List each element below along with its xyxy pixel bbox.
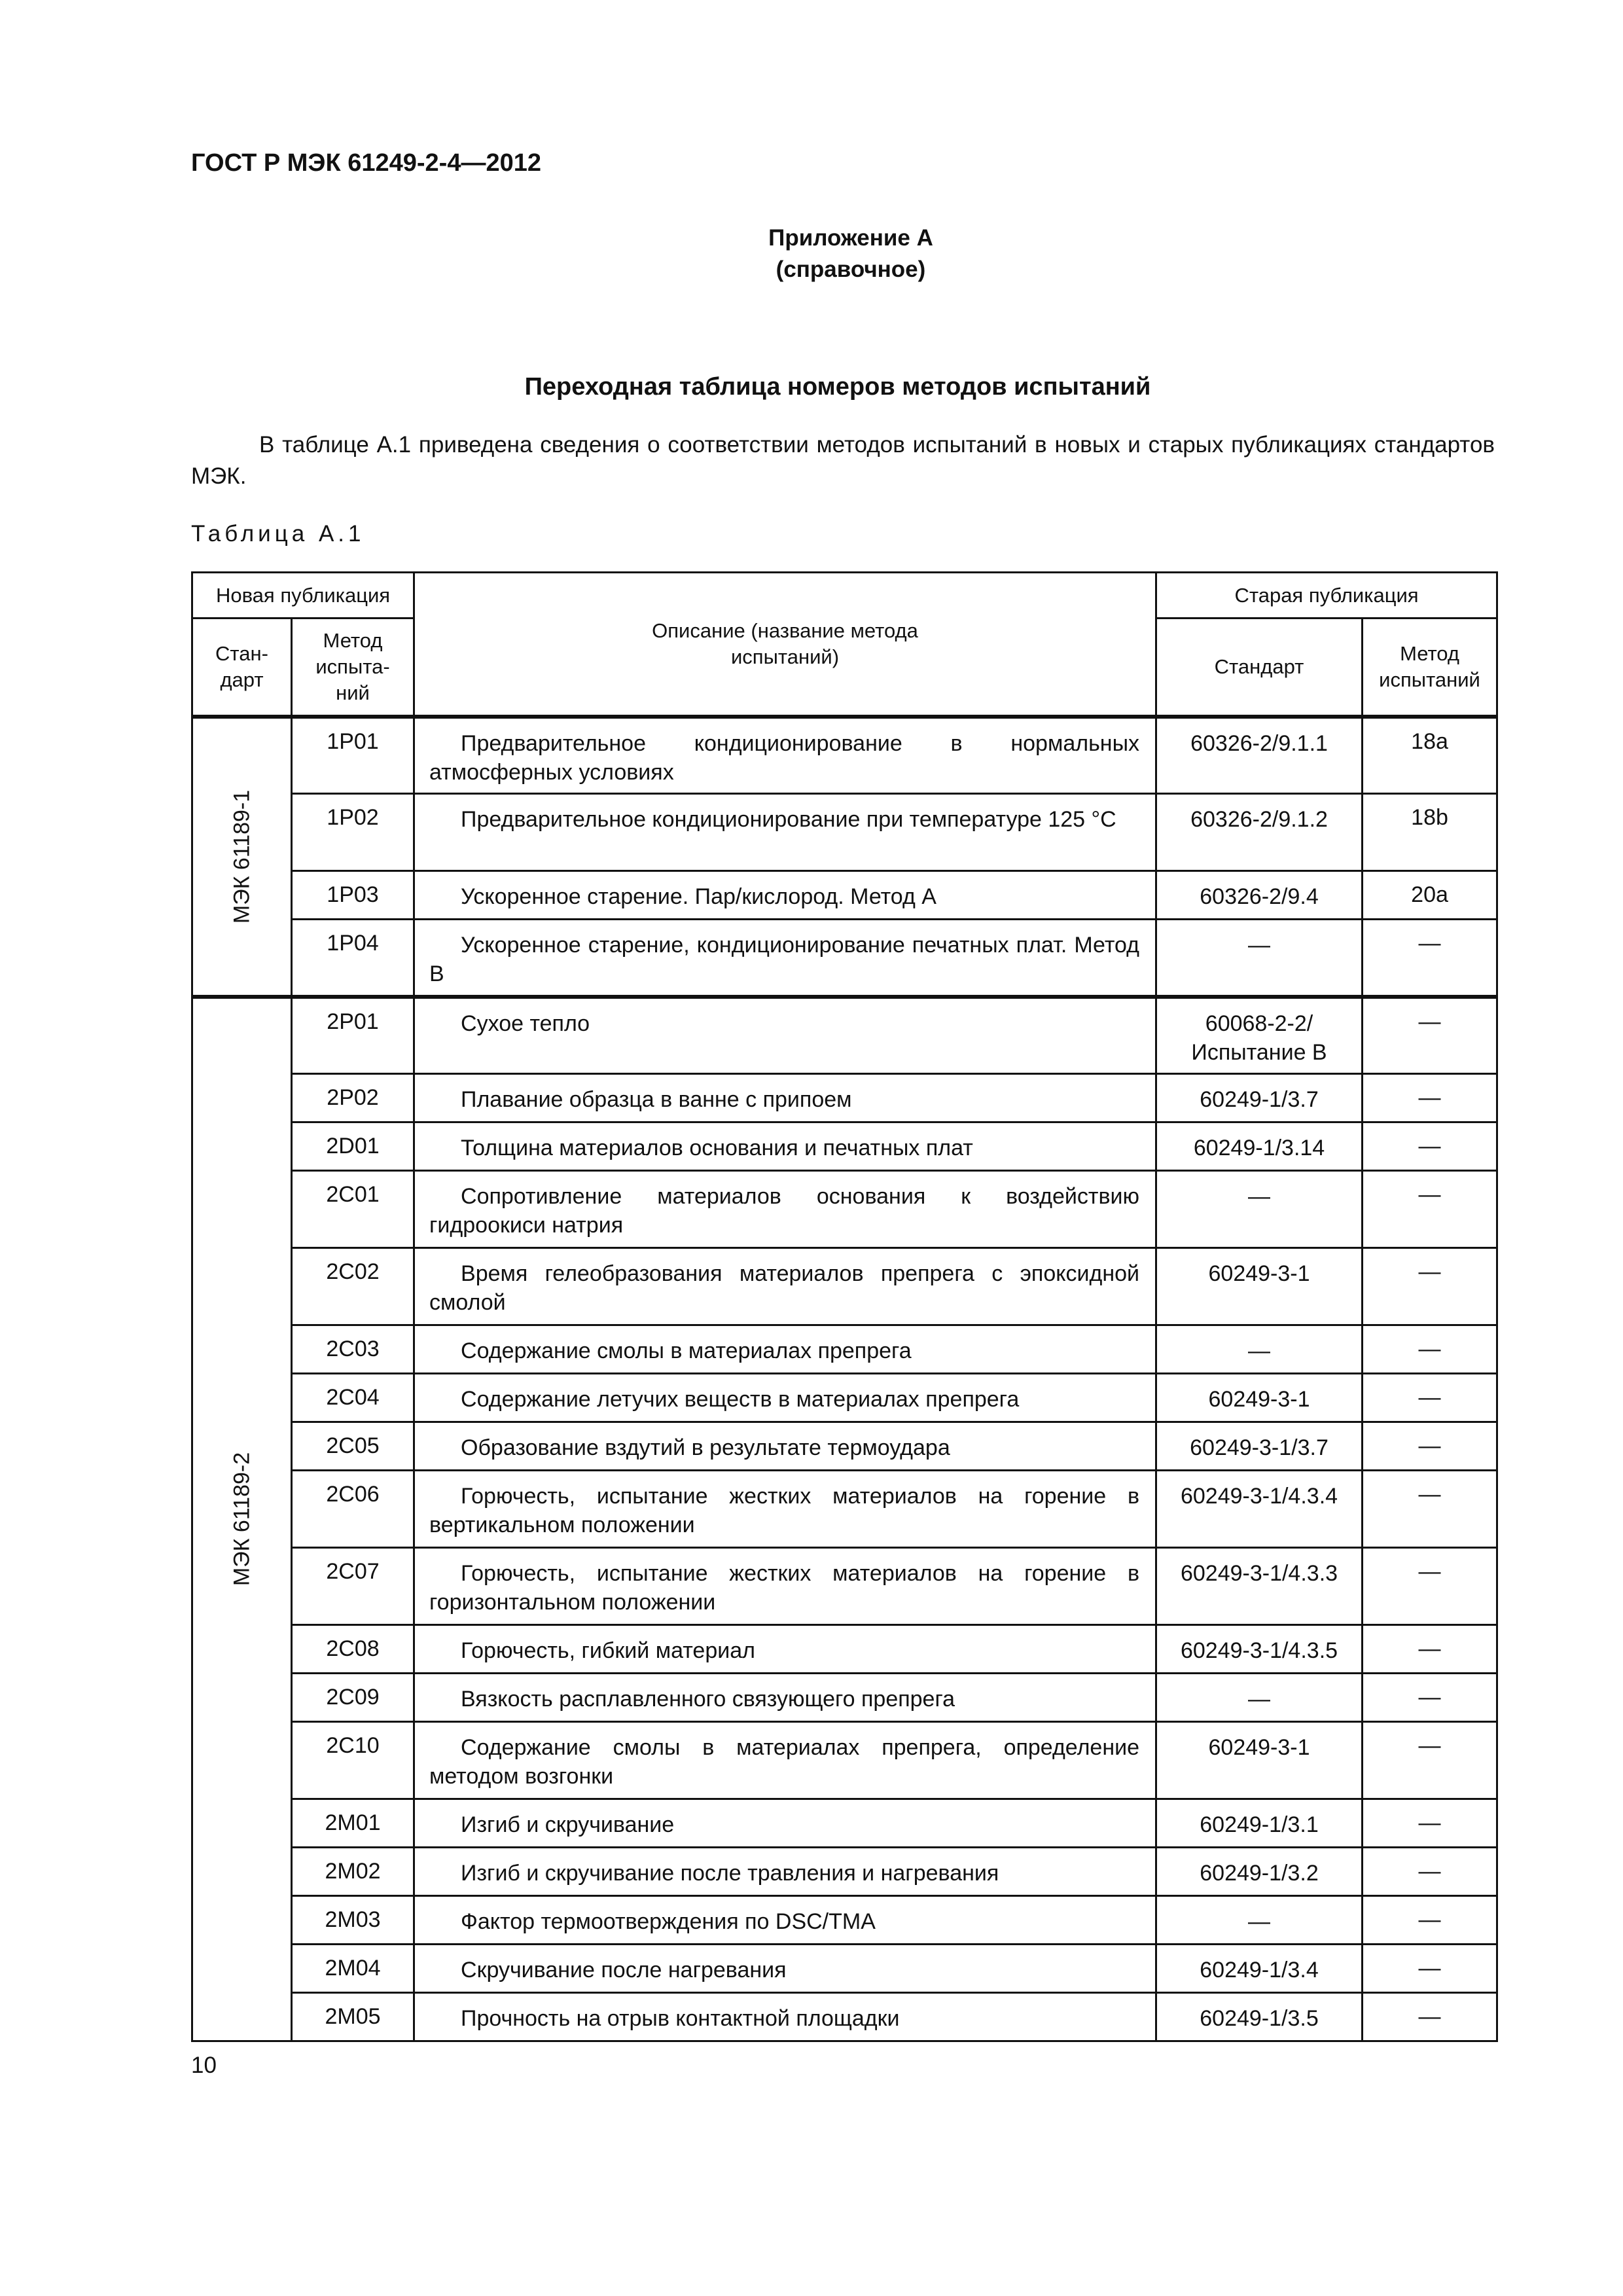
method-code-cell: 2C10 bbox=[292, 1722, 414, 1799]
description-cell: Предварительное кондиционирование при температуре 125 °C bbox=[414, 794, 1156, 871]
table-row bbox=[192, 1325, 1497, 1374]
description-cell: Ускоренное старение. Пар/кислород. Метод А bbox=[414, 871, 1156, 920]
old-standard-cell: — bbox=[1156, 1171, 1363, 1248]
method-code-cell: 2P02 bbox=[292, 1074, 414, 1122]
old-standard-cell: 60249-3-1/4.3.4 bbox=[1156, 1471, 1363, 1548]
description-cell: Плавание образца в ванне с припоем bbox=[414, 1074, 1156, 1122]
old-method-cell: — bbox=[1363, 1171, 1497, 1248]
method-code-cell: 1P01 bbox=[292, 717, 414, 794]
description-cell: Прочность на отрыв контактной площадки bbox=[414, 1993, 1156, 2041]
description-cell: Сопротивление материалов основания к воздействию гидроокиси натрия bbox=[414, 1171, 1156, 1248]
table-row bbox=[192, 1674, 1497, 1722]
old-method-cell: — bbox=[1363, 1799, 1497, 1848]
old-method-cell: — bbox=[1363, 1374, 1497, 1422]
table-row bbox=[192, 1248, 1497, 1325]
table-row bbox=[192, 1625, 1497, 1674]
old-method-cell: — bbox=[1363, 920, 1497, 997]
header-description: Описание (название метода испытаний) bbox=[414, 573, 1156, 717]
method-code-cell: 2C08 bbox=[292, 1625, 414, 1674]
method-code-cell: 2C02 bbox=[292, 1248, 414, 1325]
table-row bbox=[192, 1122, 1497, 1171]
table-caption: Таблица А.1 bbox=[191, 521, 365, 547]
description-cell: Предварительное кондиционирование в нормальных атмосферных условиях bbox=[414, 717, 1156, 794]
old-method-cell: — bbox=[1363, 1471, 1497, 1548]
group-standard-cell bbox=[192, 717, 292, 997]
old-standard-cell: 60249-1/3.14 bbox=[1156, 1122, 1363, 1171]
description-cell: Образование вздутий в результате термоудара bbox=[414, 1422, 1156, 1471]
group-standard-cell bbox=[192, 997, 292, 2041]
table-row bbox=[192, 1374, 1497, 1422]
description-cell: Изгиб и скручивание после травления и нагревания bbox=[414, 1848, 1156, 1896]
old-standard-cell: 60249-3-1/4.3.5 bbox=[1156, 1625, 1363, 1674]
description-cell: Горючесть, испытание жестких материалов на горение в горизонтальном положении bbox=[414, 1548, 1156, 1625]
method-code-cell: 2C03 bbox=[292, 1325, 414, 1374]
description-cell: Время гелеобразования материалов препрега с эпоксидной смолой bbox=[414, 1248, 1156, 1325]
description-cell: Вязкость расплавленного связующего препрега bbox=[414, 1674, 1156, 1722]
group-standard-label: МЭК 61189-1 bbox=[229, 789, 254, 924]
method-code-cell: 1P03 bbox=[292, 871, 414, 920]
appendix-subtitle: (справочное) bbox=[776, 257, 926, 282]
old-standard-cell: 60249-1/3.5 bbox=[1156, 1993, 1363, 2041]
old-method-cell: 18a bbox=[1363, 717, 1497, 794]
old-method-cell: — bbox=[1363, 1896, 1497, 1945]
old-standard-cell: 60249-1/3.1 bbox=[1156, 1799, 1363, 1848]
old-method-cell: — bbox=[1363, 1945, 1497, 1993]
table-row bbox=[192, 920, 1497, 997]
table-row bbox=[192, 717, 1497, 794]
page-number: 10 bbox=[191, 2053, 217, 2078]
method-code-cell: 2C04 bbox=[292, 1374, 414, 1422]
description-cell: Горючесть, гибкий материал bbox=[414, 1625, 1156, 1674]
description-cell: Скручивание после нагревания bbox=[414, 1945, 1156, 1993]
table-row bbox=[192, 1548, 1497, 1625]
old-standard-cell: — bbox=[1156, 920, 1363, 997]
table-row bbox=[192, 1799, 1497, 1848]
method-code-cell: 1P04 bbox=[292, 920, 414, 997]
table-row bbox=[192, 1896, 1497, 1945]
table-row bbox=[192, 871, 1497, 920]
old-method-cell: — bbox=[1363, 1074, 1497, 1122]
old-method-cell: — bbox=[1363, 1422, 1497, 1471]
method-code-cell: 2M04 bbox=[292, 1945, 414, 1993]
method-code-cell: 2M03 bbox=[292, 1896, 414, 1945]
description-cell: Содержание смолы в материалах препрега, определение методом возгонки bbox=[414, 1722, 1156, 1799]
old-standard-cell: 60249-1/3.7 bbox=[1156, 1074, 1363, 1122]
old-method-cell: — bbox=[1363, 1848, 1497, 1896]
old-method-cell: — bbox=[1363, 1248, 1497, 1325]
method-code-cell: 2M01 bbox=[292, 1799, 414, 1848]
method-code-cell: 1P02 bbox=[292, 794, 414, 871]
old-standard-cell: — bbox=[1156, 1325, 1363, 1374]
old-standard-cell: — bbox=[1156, 1674, 1363, 1722]
table-row bbox=[192, 997, 1497, 1074]
table-row bbox=[192, 1722, 1497, 1799]
old-method-cell: — bbox=[1363, 1674, 1497, 1722]
description-cell: Фактор термоотверждения по DSC/TMA bbox=[414, 1896, 1156, 1945]
description-cell: Содержание летучих веществ в материалах препрега bbox=[414, 1374, 1156, 1422]
table-row bbox=[192, 1471, 1497, 1548]
header-standard-short: Стан-дарт bbox=[192, 619, 292, 717]
header-standard: Стандарт bbox=[1156, 619, 1363, 717]
method-code-cell: 2M02 bbox=[292, 1848, 414, 1896]
header-method: Метод испытаний bbox=[1363, 619, 1497, 717]
table-row bbox=[192, 1848, 1497, 1896]
method-code-cell: 2C01 bbox=[292, 1171, 414, 1248]
old-standard-cell: 60249-3-1 bbox=[1156, 1248, 1363, 1325]
table-row bbox=[192, 794, 1497, 871]
old-standard-cell: 60068-2-2/ Испытание В bbox=[1156, 997, 1363, 1074]
method-code-cell: 2P01 bbox=[292, 997, 414, 1074]
description-cell: Содержание смолы в материалах препрега bbox=[414, 1325, 1156, 1374]
table-row bbox=[192, 1945, 1497, 1993]
description-cell: Толщина материалов основания и печатных плат bbox=[414, 1122, 1156, 1171]
table-row bbox=[192, 1074, 1497, 1122]
conversion-table bbox=[191, 571, 1498, 2042]
table-row bbox=[192, 1993, 1497, 2041]
header-new-publication: Новая публикация bbox=[192, 573, 414, 619]
old-standard-cell: 60249-3-1 bbox=[1156, 1374, 1363, 1422]
description-cell: Ускоренное старение, кондиционирование печатных плат. Метод В bbox=[414, 920, 1156, 997]
old-method-cell: — bbox=[1363, 997, 1497, 1074]
section-title: Переходная таблица номеров методов испытаний bbox=[524, 373, 1151, 401]
old-method-cell: — bbox=[1363, 1722, 1497, 1799]
description-cell: Горючесть, испытание жестких материалов на горение в вертикальном положении bbox=[414, 1471, 1156, 1548]
method-code-cell: 2M05 bbox=[292, 1993, 414, 2041]
old-method-cell: — bbox=[1363, 1325, 1497, 1374]
method-code-cell: 2C09 bbox=[292, 1674, 414, 1722]
method-code-cell: 2D01 bbox=[292, 1122, 414, 1171]
table-row bbox=[192, 1422, 1497, 1471]
header-method-short: Метод испыта-ний bbox=[292, 619, 414, 717]
old-standard-cell: 60249-3-1/3.7 bbox=[1156, 1422, 1363, 1471]
description-cell: Изгиб и скручивание bbox=[414, 1799, 1156, 1848]
old-standard-cell: 60326-2/9.1.2 bbox=[1156, 794, 1363, 871]
old-method-cell: — bbox=[1363, 1993, 1497, 2041]
old-method-cell: 20a bbox=[1363, 871, 1497, 920]
old-standard-cell: 60326-2/9.1.1 bbox=[1156, 717, 1363, 794]
header-old-publication: Старая публикация bbox=[1156, 573, 1497, 619]
old-standard-cell: 60249-3-1/4.3.3 bbox=[1156, 1548, 1363, 1625]
old-standard-cell: 60249-1/3.2 bbox=[1156, 1848, 1363, 1896]
old-method-cell: 18b bbox=[1363, 794, 1497, 871]
method-code-cell: 2C05 bbox=[292, 1422, 414, 1471]
old-method-cell: — bbox=[1363, 1122, 1497, 1171]
old-method-cell: — bbox=[1363, 1625, 1497, 1674]
method-code-cell: 2C07 bbox=[292, 1548, 414, 1625]
group-standard-label: МЭК 61189-2 bbox=[229, 1452, 254, 1587]
document-header: ГОСТ Р МЭК 61249-2-4—2012 bbox=[191, 149, 541, 177]
old-standard-cell: 60249-3-1 bbox=[1156, 1722, 1363, 1799]
description-cell: Сухое тепло bbox=[414, 997, 1156, 1074]
old-standard-cell: — bbox=[1156, 1896, 1363, 1945]
table-row bbox=[192, 1171, 1497, 1248]
old-standard-cell: 60249-1/3.4 bbox=[1156, 1945, 1363, 1993]
method-code-cell: 2C06 bbox=[292, 1471, 414, 1548]
intro-paragraph: В таблице А.1 приведена сведения о соответствии методов испытаний в новых и старых публикациях стандартов МЭК. bbox=[191, 432, 1495, 489]
appendix-title: Приложение А bbox=[768, 225, 933, 251]
old-method-cell: — bbox=[1363, 1548, 1497, 1625]
old-standard-cell: 60326-2/9.4 bbox=[1156, 871, 1363, 920]
